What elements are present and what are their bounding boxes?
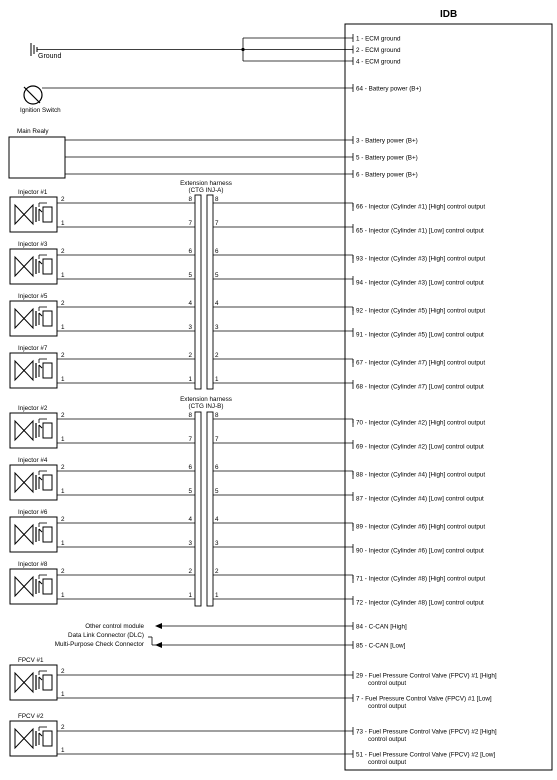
connector-pin: 2 <box>215 352 219 359</box>
connector-pin: 6 <box>215 464 219 471</box>
idb-title: IDB <box>440 9 458 20</box>
ecu-pin-high: 88 - Injector (Cylinder #4) [High] control output <box>356 471 486 479</box>
injector-pin-low: 1 <box>61 220 65 227</box>
injector-4 <box>10 457 353 501</box>
ignition-switch-label: Ignition Switch <box>20 107 61 114</box>
fpcv-1 <box>10 657 497 710</box>
battery-power-pin: 64 - Battery power (B+) <box>356 85 422 93</box>
injector-pin-high: 2 <box>61 516 65 523</box>
ecu-pin-high: 66 - Injector (Cylinder #1) [High] control output <box>356 203 486 211</box>
fpcv-ecu-pin-high-cont: control output <box>368 736 407 743</box>
connector-pin: 2 <box>215 568 219 575</box>
harness-subtitle: (CTG INJ-A) <box>188 187 224 194</box>
fpcv-ecu-pin-low: 51 - Fuel Pressure Control Valve (FPCV) #2 [Low] <box>356 751 496 759</box>
battery-power-pin: 6 - Battery power (B+) <box>356 171 418 179</box>
connector-pin: 2 <box>188 568 192 575</box>
can-arrow-icon <box>155 623 162 629</box>
injector-label: Injector #1 <box>18 189 48 196</box>
main-relay-box <box>9 137 65 178</box>
injector-coil-icon <box>10 353 57 388</box>
connector-pin: 2 <box>188 352 192 359</box>
fpcv-ecu-pin-low-cont: control output <box>368 703 407 710</box>
connector-pin: 4 <box>215 300 219 307</box>
injector-8 <box>10 561 353 605</box>
harness-connector-left <box>195 412 201 606</box>
injector-label: Injector #2 <box>18 405 48 412</box>
harness-connector-right <box>207 195 213 389</box>
injector-pin-high: 2 <box>61 568 65 575</box>
injector-pin-high: 2 <box>61 412 65 419</box>
injector-coil-icon <box>10 721 57 756</box>
battery-power-pin: 3 - Battery power (B+) <box>356 137 418 145</box>
idb-box <box>345 24 552 770</box>
ground-section <box>31 38 353 61</box>
fpcv-pin-high: 2 <box>61 668 65 675</box>
main-relay-section <box>9 128 353 178</box>
can-pin: 84 - C-CAN [High] <box>356 623 407 631</box>
connector-pin: 8 <box>215 412 219 419</box>
injector-coil-icon <box>10 465 57 500</box>
injector-label: Injector #3 <box>18 241 48 248</box>
can-module-label: Multi-Purpose Check Connector <box>54 641 144 648</box>
injector-pin-high: 2 <box>61 196 65 203</box>
harness-group-a <box>10 180 353 389</box>
fpcv-label: FPCV #2 <box>18 713 44 720</box>
ground-symbol-icon <box>31 43 37 56</box>
can-section <box>55 623 353 648</box>
ecu-pin-high: 70 - Injector (Cylinder #2) [High] control output <box>356 419 486 427</box>
injector-pin-low: 1 <box>61 540 65 547</box>
connector-pin: 5 <box>188 272 192 279</box>
ecu-pin-high: 67 - Injector (Cylinder #7) [High] control output <box>356 359 486 367</box>
injector-coil-icon <box>10 569 57 604</box>
injector-label: Injector #4 <box>18 457 48 464</box>
injector-7 <box>10 345 353 389</box>
harness-connector-left <box>195 195 201 389</box>
injector-coil-icon <box>10 249 57 284</box>
connector-pin: 7 <box>188 220 192 227</box>
injector-6 <box>10 509 353 553</box>
ecu-pin-high: 89 - Injector (Cylinder #6) [High] control output <box>356 523 486 531</box>
injector-pin-low: 1 <box>61 592 65 599</box>
fpcv-pin-low: 1 <box>61 691 65 698</box>
injector-coil-icon <box>10 413 57 448</box>
connector-pin: 3 <box>188 324 192 331</box>
fpcv-ecu-pin-high: 29 - Fuel Pressure Control Valve (FPCV) #1 [High] <box>356 672 497 680</box>
ecm-ground-pin: 4 - ECM ground <box>356 58 401 66</box>
ecm-ground-pin: 2 - ECM ground <box>356 46 401 54</box>
connector-pin: 4 <box>188 300 192 307</box>
can-module-label: Other control module <box>85 623 144 630</box>
connector-pin: 5 <box>188 488 192 495</box>
connector-pin: 3 <box>215 540 219 547</box>
ecu-pin-low: 69 - Injector (Cylinder #2) [Low] control output <box>356 443 484 451</box>
fpcv-ecu-pin-high-cont: control output <box>368 680 407 687</box>
injector-pin-high: 2 <box>61 248 65 255</box>
ignition-switch-icon <box>24 86 353 104</box>
can-module-label: Data Link Connector (DLC) <box>68 632 144 639</box>
fpcv-label: FPCV #1 <box>18 657 44 664</box>
connector-pin: 3 <box>215 324 219 331</box>
injector-label: Injector #6 <box>18 509 48 516</box>
fpcv-2 <box>10 713 497 766</box>
battery-power-pin: 5 - Battery power (B+) <box>356 154 418 162</box>
ecu-pin-high: 71 - Injector (Cylinder #8) [High] control output <box>356 575 486 583</box>
injector-pin-high: 2 <box>61 464 65 471</box>
connector-pin: 6 <box>188 248 192 255</box>
harness-group-b <box>10 396 353 606</box>
injector-label: Injector #7 <box>18 345 48 352</box>
harness-connector-right <box>207 412 213 606</box>
injector-pin-high: 2 <box>61 300 65 307</box>
ecu-pin-low: 68 - Injector (Cylinder #7) [Low] control output <box>356 383 484 391</box>
connector-pin: 1 <box>215 376 219 383</box>
dynamic-layer <box>10 34 497 766</box>
connector-pin: 5 <box>215 272 219 279</box>
connector-pin: 6 <box>188 464 192 471</box>
injector-coil-icon <box>10 665 57 700</box>
injector-coil-icon <box>10 197 57 232</box>
injector-pin-low: 1 <box>61 488 65 495</box>
connector-pin: 8 <box>188 196 192 203</box>
injector-3 <box>10 241 353 285</box>
can-pin: 85 - C-CAN [Low] <box>356 642 406 650</box>
connector-pin: 8 <box>188 412 192 419</box>
connector-pin: 4 <box>215 516 219 523</box>
ecu-pin-low: 65 - Injector (Cylinder #1) [Low] control output <box>356 227 484 235</box>
injector-coil-icon <box>10 301 57 336</box>
connector-pin: 4 <box>188 516 192 523</box>
ecm-ground-pin: 1 - ECM ground <box>356 35 401 43</box>
connector-pin: 7 <box>188 436 192 443</box>
fpcv-ecu-pin-low-cont: control output <box>368 759 407 766</box>
injector-1 <box>10 189 353 233</box>
fpcv-ecu-pin-high: 73 - Fuel Pressure Control Valve (FPCV) #2 [High] <box>356 728 497 736</box>
injector-pin-low: 1 <box>61 436 65 443</box>
injector-label: Injector #8 <box>18 561 48 568</box>
connector-pin: 1 <box>188 376 192 383</box>
ecu-pin-low: 87 - Injector (Cylinder #4) [Low] control output <box>356 495 484 503</box>
injector-pin-low: 1 <box>61 376 65 383</box>
connector-pin: 1 <box>188 592 192 599</box>
connector-pin: 8 <box>215 196 219 203</box>
ecu-pin-high: 92 - Injector (Cylinder #5) [High] control output <box>356 307 486 315</box>
injector-coil-icon <box>10 517 57 552</box>
ecu-pin-low: 94 - Injector (Cylinder #3) [Low] control output <box>356 279 484 287</box>
connector-pin: 6 <box>215 248 219 255</box>
ecu-pin-high: 93 - Injector (Cylinder #3) [High] control output <box>356 255 486 263</box>
harness-title: Extension harness <box>180 180 232 187</box>
injector-pin-high: 2 <box>61 352 65 359</box>
connector-pin: 1 <box>215 592 219 599</box>
fpcv-pin-high: 2 <box>61 724 65 731</box>
harness-title: Extension harness <box>180 396 232 403</box>
connector-pin: 5 <box>215 488 219 495</box>
ignition-section <box>20 86 353 114</box>
fpcv-ecu-pin-low: 7 - Fuel Pressure Control Valve (FPCV) #1 [Low] <box>356 695 492 703</box>
fpcv-pin-low: 1 <box>61 747 65 754</box>
ecu-pin-low: 72 - Injector (Cylinder #8) [Low] control output <box>356 599 484 607</box>
injector-label: Injector #5 <box>18 293 48 300</box>
ecu-pin-low: 90 - Injector (Cylinder #6) [Low] control output <box>356 547 484 555</box>
injector-pin-low: 1 <box>61 272 65 279</box>
ground-label: Ground <box>38 53 62 60</box>
injector-pin-low: 1 <box>61 324 65 331</box>
ecu-pin-low: 91 - Injector (Cylinder #5) [Low] control output <box>356 331 484 339</box>
injector-5 <box>10 293 353 337</box>
connector-pin: 7 <box>215 436 219 443</box>
connector-pin: 3 <box>188 540 192 547</box>
main-relay-label: Main Realy <box>17 128 49 135</box>
harness-subtitle: (CTG INJ-B) <box>188 403 224 410</box>
injector-2 <box>10 405 353 449</box>
connector-pin: 7 <box>215 220 219 227</box>
